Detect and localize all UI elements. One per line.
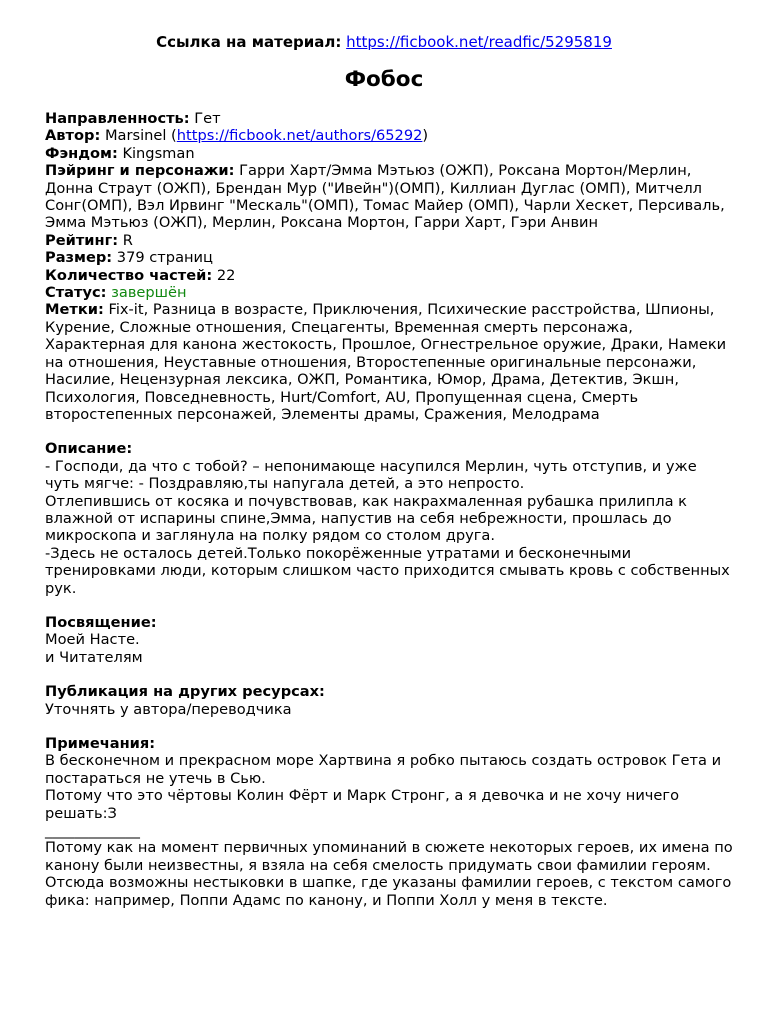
status-value: завершён <box>111 284 187 302</box>
notes-divider: _____________ <box>45 822 140 840</box>
dedication-title: Посвящение: <box>45 613 157 631</box>
status-row <box>45 284 735 301</box>
status-label: Статус: <box>45 284 107 302</box>
dedication-line: Моей Насте. <box>45 631 140 649</box>
direction-row <box>45 110 735 127</box>
tags-value: Fix-it, Разница в возрасте, Приключения, Психические расстройства, Шпионы, Курение, Сложные отношения, Спецагенты, Временная смерть персонажа, Характерная для канона жестокость, Прошлое, Огнестрельное оружие, Драки, Намеки на отношения, Неуставные отношения, Второстепенные оригинальные персонажи, Насилие, Нецензурная лексика, ОЖП, Романтика, Юмор, Драма, Детектив, Экшн, Психология, Повседневность, Hurt/Comfort, AU, Пропущенная сцена, Смерть второстепенных персонажей, Элементы драмы, Сражения, Мелодрама <box>45 301 727 423</box>
description-line: -Здесь не осталось детей.Только покорёженные утратами и бесконечными тренировками люди, которым слишком часто приходится смывать кровь с собственных рук. <box>45 544 730 597</box>
source-label: Ссылка на материал: <box>156 33 342 51</box>
fandom-row <box>45 145 735 162</box>
description-line: Отлепившись от косяка и почувствовав, как накрахмаленная рубашка прилипла к влажной от испарины спине,Эмма, напустив на себя небрежности, прошлась до микроскопа и заглянула на полку рядом со столом друга. <box>45 492 687 545</box>
notes-line: Потому как на момент первичных упоминаний в сюжете некоторых героев, их имена по канону были неизвестны, я взяла на себя смелость придумать свои фамилии героям. Отсюда возможны нестыковки в шапке, где указаны фамилии героев, с текстом самого фика: например, Поппи Адамс по канону, и Поппи Холл у меня в тексте. <box>45 839 733 909</box>
parts-value: 22 <box>216 266 236 284</box>
notes-line: В бесконечном и прекрасном море Хартвина я робко пытаюсь создать островок Гета и постараться не утечь в Сью. <box>45 752 722 787</box>
rating-value: R <box>122 231 133 249</box>
size-label: Размер: <box>45 249 113 267</box>
document-page <box>45 33 735 909</box>
pairing-label: Пэйринг и персонажи: <box>45 162 235 180</box>
notes-title: Примечания: <box>45 735 156 752</box>
direction-label: Направленность: <box>45 110 190 127</box>
fandom-label: Фэндом: <box>45 144 118 162</box>
notes-line: Потому что это чёртовы Колин Фёрт и Марк Стронг, а я девочка и не хочу ничего решать:З <box>45 787 680 822</box>
source-line <box>0 33 768 51</box>
pairing-value: Гарри Харт/Эмма Мэтьюз (ОЖП), Роксана Мортон/Мерлин, Донна Страут (ОЖП), Брендан Мур ("Ивейн")(ОМП), Киллиан Дуглас (ОМП), Митчелл Сонг(ОМП), Вэл Ирвинг "Мескаль"(ОМП), Томас Майер (ОМП), Чарли Хескет, Персиваль, Эмма Мэтьюз (ОЖП), Мерлин, Роксана Мортон, Гарри Харт, Гэри Анвин <box>45 162 725 232</box>
work-title: Фобос <box>344 67 424 92</box>
description-section <box>45 440 735 597</box>
size-value: 379 страниц <box>116 249 213 267</box>
author-label: Автор: <box>45 127 101 145</box>
parts-row <box>45 267 735 284</box>
author-row: Автор: Marsinel (https://ficbook.net/authors/65292) <box>45 127 429 145</box>
source-link[interactable]: https://ficbook.net/readfic/5295819 <box>346 33 612 51</box>
notes-section <box>45 735 735 909</box>
publication-title: Публикация на других ресурсах: <box>45 683 325 701</box>
rating-label: Рейтинг: <box>45 231 119 249</box>
tags-row <box>45 301 735 423</box>
dedication-section <box>45 614 735 666</box>
dedication-line: и Читателям <box>45 648 143 666</box>
publication-section <box>45 683 735 718</box>
publication-text: Уточнять у автора/переводчика <box>45 700 292 718</box>
fandom-value: Kingsman <box>122 144 195 162</box>
description-title: Описание: <box>45 440 133 458</box>
author-link[interactable]: https://ficbook.net/authors/65292 <box>176 127 423 145</box>
tags-label: Метки: <box>45 301 104 319</box>
pairing-row <box>45 162 735 232</box>
rating-row <box>45 232 735 249</box>
direction-value: Гет <box>194 110 221 127</box>
parts-label: Количество частей: <box>45 266 213 284</box>
author-name: Marsinel <box>104 127 167 145</box>
description-line: - Господи, да что с тобой? – непонимающе насупился Мерлин, чуть отступив, и уже чуть мягче: - Поздравляю,ты напугала детей, а это непросто. <box>45 457 697 493</box>
size-row <box>45 249 735 266</box>
